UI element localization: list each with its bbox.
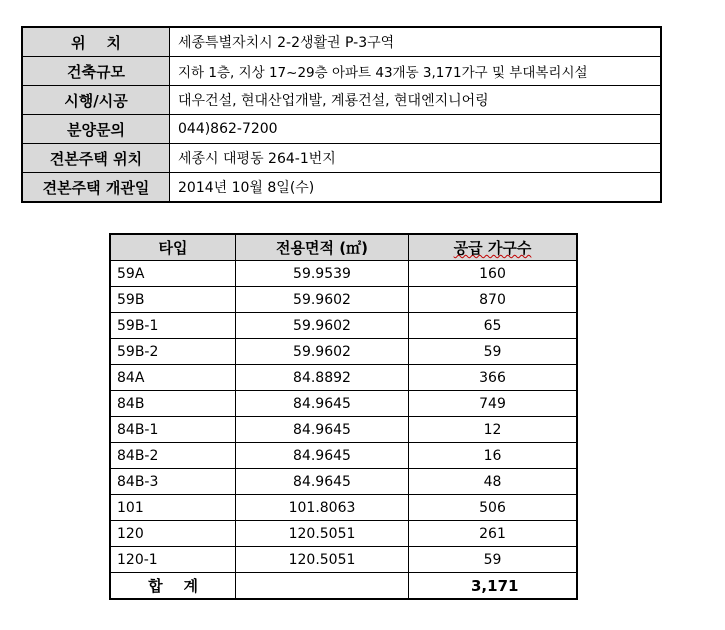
cell-type: 59A [110,261,236,287]
total-label: 합 계 [110,573,236,600]
cell-units: 12 [409,417,578,443]
info-value: 044)862-7200 [170,115,662,144]
cell-type: 101 [110,495,236,521]
info-row-scale [22,57,661,86]
cell-area: 120.5051 [236,547,409,573]
cell-type: 59B-2 [110,339,236,365]
table-row [110,339,577,365]
cell-type: 120-1 [110,547,236,573]
info-row-model-house-location [22,144,661,173]
cell-units: 160 [409,261,578,287]
cell-units: 48 [409,469,578,495]
table-row [110,521,577,547]
cell-area: 84.9645 [236,443,409,469]
cell-type: 84A [110,365,236,391]
header-units: 공급 가구수 [409,234,578,261]
cell-area: 84.9645 [236,469,409,495]
table-row [110,313,577,339]
info-label: 위 치 [22,27,170,57]
table-row [110,365,577,391]
cell-units: 59 [409,547,578,573]
cell-type: 84B-3 [110,469,236,495]
table-row [110,391,577,417]
cell-units: 870 [409,287,578,313]
total-units: 3,171 [409,573,578,600]
table-row [110,261,577,287]
cell-units: 65 [409,313,578,339]
info-label: 견본주택 위치 [22,144,170,173]
cell-type: 120 [110,521,236,547]
info-value: 대우건설, 현대산업개발, 계룡건설, 현대엔지니어링 [170,86,662,115]
cell-area: 59.9602 [236,287,409,313]
cell-area: 59.9539 [236,261,409,287]
cell-type: 59B-1 [110,313,236,339]
info-row-location [22,27,661,57]
header-area: 전용면적 (㎡) [236,234,409,261]
header-type: 타입 [110,234,236,261]
cell-type: 59B [110,287,236,313]
table-row [110,417,577,443]
cell-units: 261 [409,521,578,547]
cell-area: 84.9645 [236,417,409,443]
cell-units: 506 [409,495,578,521]
cell-area: 84.9645 [236,391,409,417]
info-value: 세종시 대평동 264-1번지 [170,144,662,173]
info-row-inquiry [22,115,661,144]
cell-area: 84.8892 [236,365,409,391]
cell-type: 84B-2 [110,443,236,469]
table-row [110,287,577,313]
cell-units: 16 [409,443,578,469]
table-row [110,469,577,495]
table-row [110,443,577,469]
table-row [110,495,577,521]
cell-units: 59 [409,339,578,365]
table-row [110,547,577,573]
cell-area: 101.8063 [236,495,409,521]
info-label: 시행/시공 [22,86,170,115]
cell-area: 120.5051 [236,521,409,547]
info-value: 2014년 10월 8일(수) [170,173,662,203]
project-info-table [21,26,662,203]
cell-area: 59.9602 [236,313,409,339]
total-row [110,573,577,600]
info-value: 세종특별자치시 2-2생활권 P-3구역 [170,27,662,57]
table-header-row [110,234,577,261]
cell-units: 366 [409,365,578,391]
cell-area: 59.9602 [236,339,409,365]
unit-type-table [109,233,578,600]
info-value: 지하 1층, 지상 17~29층 아파트 43개동 3,171가구 및 부대복리시설 [170,57,662,86]
info-row-opening-date [22,173,661,203]
info-label: 건축규모 [22,57,170,86]
cell-type: 84B-1 [110,417,236,443]
total-area [236,573,409,600]
cell-type: 84B [110,391,236,417]
info-label: 견본주택 개관일 [22,173,170,203]
info-row-developer [22,86,661,115]
info-label: 분양문의 [22,115,170,144]
cell-units: 749 [409,391,578,417]
